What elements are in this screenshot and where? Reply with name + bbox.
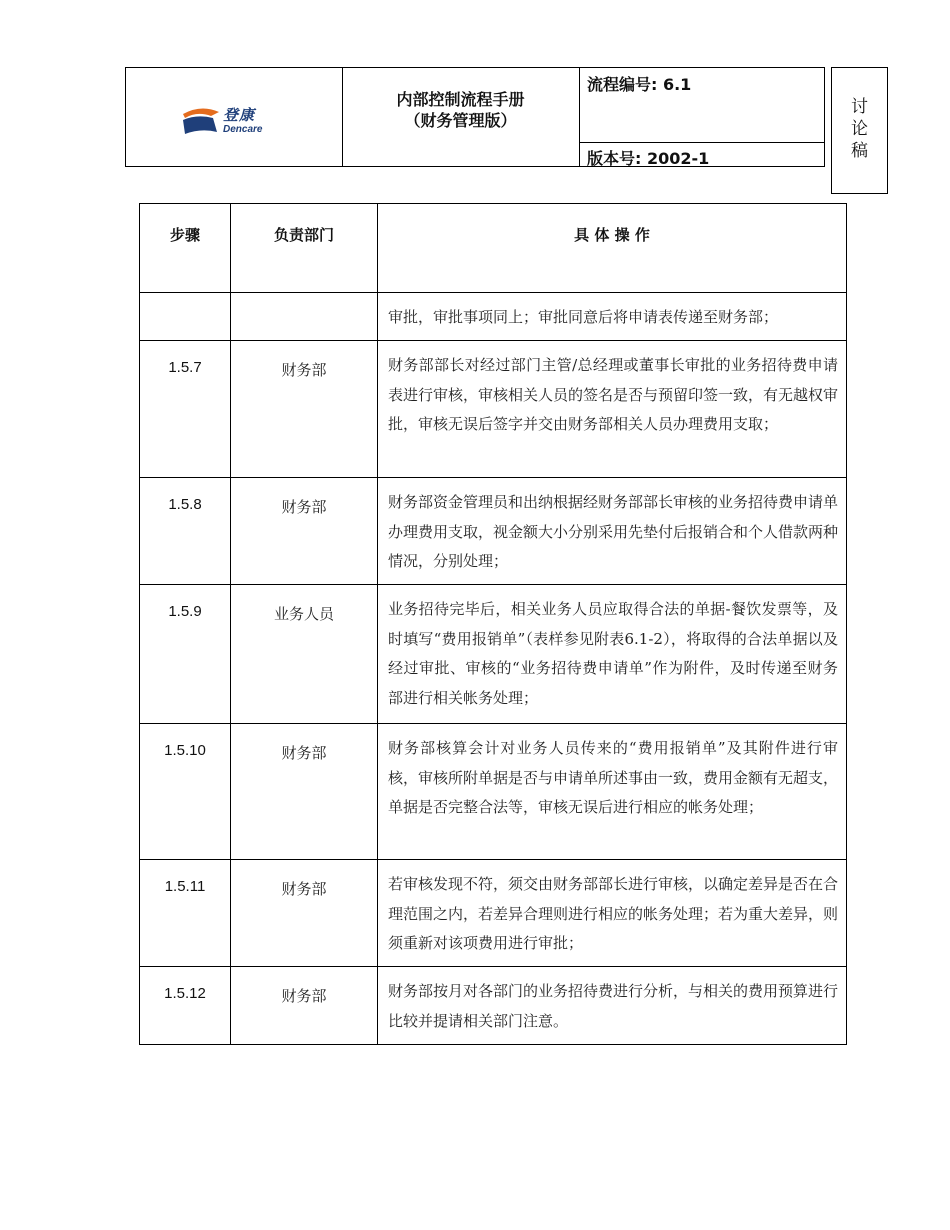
draft-label-text: 讨论稿 [851,97,868,161]
logo-chinese-name: 登康 [223,106,256,124]
dept-cell [231,478,378,585]
header-dept-label: 负责部门 [273,226,334,244]
table-row [140,860,847,967]
step-number: 1.5.10 [164,742,206,759]
step-cell [140,967,231,1045]
manual-subtitle: （财务管理版） [404,111,517,130]
step-number: 1.5.12 [164,985,206,1002]
step-cell [140,293,231,341]
dept-name: 财务部 [281,498,327,516]
step-number [140,293,230,311]
table-row [140,724,847,860]
dept-name: 财务部 [281,987,327,1005]
process-code: 流程编号: 6.1 [587,75,692,94]
company-logo [181,104,281,138]
operation-cell: 财务部按月对各部门的业务招待费进行分析，与相关的费用预算进行比较并提请相关部门注意。 [378,967,847,1045]
version-cell [579,143,824,166]
procedure-table [139,203,847,1045]
operation-cell: 业务招待完毕后，相关业务人员应取得合法的单据-餐饮发票等，及时填写“费用报销单”（表样参见附表6.1-2），将取得的合法单据以及经过审批、审核的“业务招待费申请单”作为附件，及时传递至财务部进行相关帐务处理； [378,585,847,724]
header-operation-label: 具 体 操 作 [574,226,650,244]
dept-name: 业务人员 [273,605,334,623]
dept-cell [231,585,378,724]
table-row [140,293,847,341]
process-code-cell [579,68,824,143]
step-cell [140,860,231,967]
operation-cell: 财务部部长对经过部门主管/总经理或董事长审批的业务招待费申请表进行审核，审核相关人员的签名是否与预留印签一致，有无越权审批，审核无误后签字并交由财务部相关人员办理费用支取； [378,341,847,478]
step-number: 1.5.7 [168,359,202,376]
document-header [125,67,825,167]
table-row [140,585,847,724]
dept-cell [231,724,378,860]
logo-cell [126,68,343,166]
dept-cell [231,341,378,478]
step-cell [140,724,231,860]
operation-cell: 财务部资金管理员和出纳根据经财务部部长审核的业务招待费申请单办理费用支取，视金额大小分别采用先垫付后报销合和个人借款两种情况，分别处理； [378,478,847,585]
logo-english-name: Dencare [223,124,263,135]
step-cell [140,585,231,724]
draft-label-box [831,67,888,194]
dept-cell [231,967,378,1045]
table-row [140,967,847,1045]
draft-label [832,96,887,162]
table-row [140,478,847,585]
manual-title: 内部控制流程手册 [396,90,525,109]
step-number: 1.5.9 [168,603,202,620]
operation-cell: 审批，审批事项同上；审批同意后将申请表传递至财务部； [378,293,847,341]
dept-name: 财务部 [281,880,327,898]
header-step-label: 步骤 [169,226,200,244]
version-number: 版本号: 2002-1 [587,149,710,168]
table-header-row [140,204,847,293]
dept-cell [231,860,378,967]
dept-name [231,293,377,311]
step-cell [140,478,231,585]
manual-title-cell [342,68,580,166]
header-dept [231,204,378,293]
operation-cell: 若审核发现不符，须交由财务部部长进行审核，以确定差异是否在合理范围之内，若差异合理则进行相应的帐务处理；若为重大差异，则须重新对该项费用进行审批； [378,860,847,967]
step-number: 1.5.8 [168,496,202,513]
header-step [140,204,231,293]
table-row [140,341,847,478]
operation-cell: 财务部核算会计对业务人员传来的“费用报销单”及其附件进行审核，审核所附单据是否与申请单所述事由一致，费用金额有无超支，单据是否完整合法等，审核无误后进行相应的帐务处理； [378,724,847,860]
dept-name: 财务部 [281,361,327,379]
logo-mark-icon [181,106,221,136]
step-cell [140,341,231,478]
dept-name: 财务部 [281,744,327,762]
meta-cell [579,68,824,166]
step-number: 1.5.11 [164,878,206,895]
dept-cell [231,293,378,341]
header-operation [378,204,847,293]
